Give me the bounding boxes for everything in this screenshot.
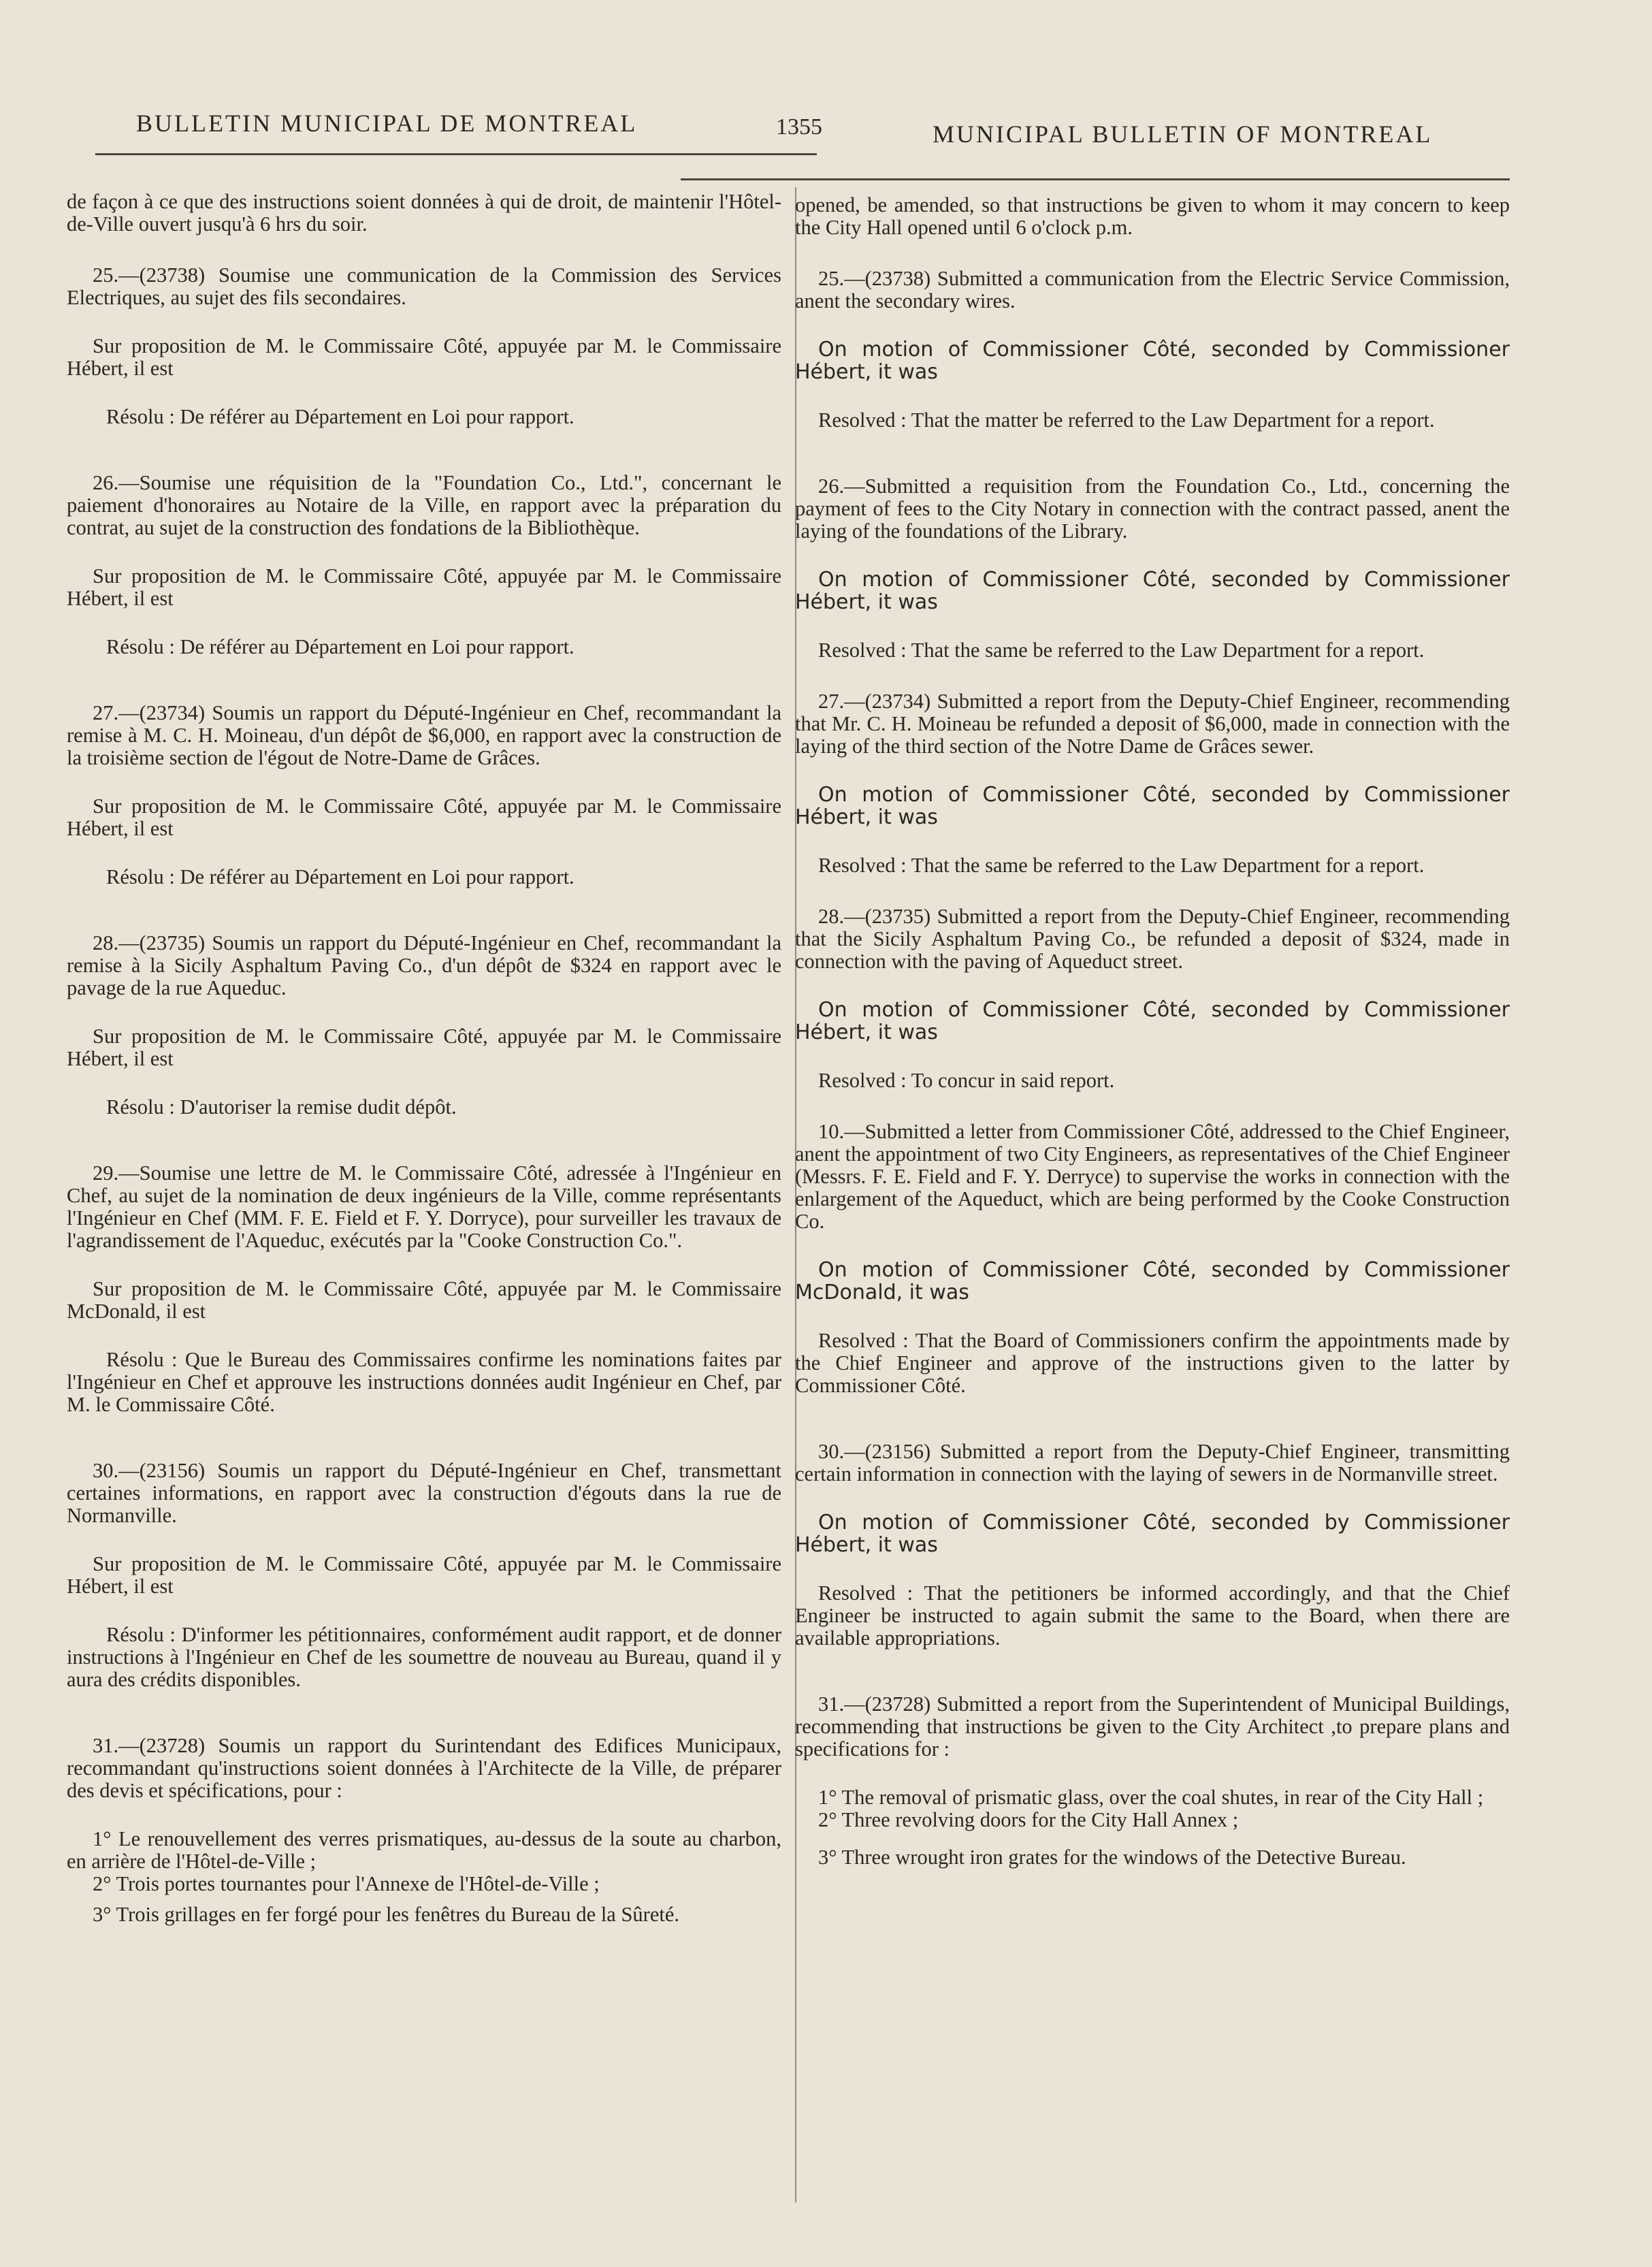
header-rule-right (681, 178, 1510, 180)
agenda-item: 31.—(23728) Submitted a report from the Superintendent of Municipal Buildings, recommending that instructions be given to the City Architect ,to prepare plans and specifications for : (795, 1692, 1510, 1760)
motion-paragraph: Sur proposition de M. le Commissaire Côté, appuyée par M. le Commissaire Hébert, il est (67, 564, 781, 610)
motion-paragraph: On motion of Commissioner Côté, seconded by Commissioner Hébert, it was (795, 783, 1510, 829)
resolution-paragraph: Résolu : Que le Bureau des Commissaires confirme les nominations faites par l'Ingénieur en Chef et approuve les instructions données audit Ingénieur en Chef, par M. le Commissaire Côté. (67, 1348, 781, 1416)
resolution-paragraph: Résolu : De référer au Département en Loi pour rapport. (106, 635, 574, 658)
motion-paragraph: On motion of Commissioner Côté, seconded by Commissioner Hébert, it was (795, 568, 1510, 614)
resolution-paragraph: Résolu : D'autoriser la remise dudit dépôt. (106, 1095, 457, 1119)
resolution-paragraph: Résolu : De référer au Département en Loi pour rapport. (106, 865, 574, 888)
paragraph: de façon à ce que des instructions soient données à qui de droit, de maintenir l'Hôtel-de-Ville ouvert jusqu'à 6 hrs du soir. (67, 190, 781, 236)
agenda-item: 28.—(23735) Soumis un rapport du Député-Ingénieur en Chef, recommandant la remise à la Sicily Asphaltum Paving Co., d'un dépôt de $324 en rapport avec le pavage de la rue Aqueduc. (67, 931, 781, 999)
page-number: 1355 (776, 114, 822, 140)
agenda-item: 28.—(23735) Submitted a report from the Deputy-Chief Engineer, recommending that the Sicily Asphaltum Paving Co., be refunded a deposit of $324, made in connection with the paving of Aqueduct street. (795, 905, 1510, 973)
list-item: 3° Three wrought iron grates for the windows of the Detective Bureau. (818, 1846, 1406, 1869)
agenda-item: 29.—Soumise une lettre de M. le Commissaire Côté, adressée à l'Ingénieur en Chef, au sujet de la nomination de deux ingénieurs de la Ville, comme représentants l'Ingénieur en Chef (MM. F. E. Field et F. Y. Dorryce), pour surveiller les travaux de l'agrandissement de l'Aqueduc, exécutés par la "Cooke Construction Co.". (67, 1161, 781, 1252)
agenda-item: 30.—(23156) Submitted a report from the Deputy-Chief Engineer, transmitting certain information in connection with the laying of sewers in de Normanville street. (795, 1440, 1510, 1485)
motion-paragraph: On motion of Commissioner Côté, seconded by Commissioner Hébert, it was (795, 1511, 1510, 1557)
resolution-paragraph: Resolved : That the Board of Commissioners confirm the appointments made by the Chief Engineer and approve of the instructions given to the latter by Commissioner Côté. (795, 1329, 1510, 1397)
motion-paragraph: Sur proposition de M. le Commissaire Côté, appuyée par M. le Commissaire Hébert, il est (67, 794, 781, 840)
list-item: 2° Trois portes tournantes pour l'Annexe de l'Hôtel-de-Ville ; (93, 1872, 600, 1895)
motion-paragraph: On motion of Commissioner Côté, seconded by Commissioner McDonald, it was (795, 1258, 1510, 1304)
agenda-item: 25.—(23738) Soumise une communication de la Commission des Services Electriques, au sujet des fils secondaires. (67, 263, 781, 309)
paragraph: opened, be amended, so that instructions be given to whom it may concern to keep the City Hall opened until 6 o'clock p.m. (795, 193, 1510, 239)
agenda-item: 27.—(23734) Submitted a report from the Deputy-Chief Engineer, recommending that Mr. C. H. Moineau be refunded a deposit of $6,000, made in connection with the laying of the third section of the Notre Dame de Grâces sewer. (795, 690, 1510, 758)
agenda-item: 27.—(23734) Soumis un rapport du Député-Ingénieur en Chef, recommandant la remise à M. C. H. Moineau, d'un dépôt de $6,000, en rapport avec la construction de la troisième section de l'égout de Notre-Dame de Grâces. (67, 701, 781, 769)
motion-paragraph: Sur proposition de M. le Commissaire Côté, appuyée par M. le Commissaire Hébert, il est (67, 334, 781, 380)
list-item: 1° The removal of prismatic glass, over the coal shutes, in rear of the City Hall ; (818, 1786, 1484, 1809)
resolution-paragraph: Resolved : That the same be referred to the Law Department for a report. (818, 639, 1425, 662)
motion-paragraph: On motion of Commissioner Côté, seconded by Commissioner Hébert, it was (795, 998, 1510, 1044)
agenda-item: 26.—Submitted a requisition from the Foundation Co., Ltd., concerning the payment of fees to the City Notary in connection with the contract passed, anent the laying of the foundations of the Library. (795, 475, 1510, 543)
page-header (102, 102, 1523, 150)
resolution-paragraph: Resolved : To concur in said report. (818, 1069, 1115, 1092)
list-item: 1° Le renouvellement des verres prismatiques, au-dessus de la soute au charbon, en arrière de l'Hôtel-de-Ville ; (67, 1827, 781, 1873)
header-french-title: BULLETIN MUNICIPAL DE MONTREAL (136, 110, 638, 137)
motion-paragraph: Sur proposition de M. le Commissaire Côté, appuyée par M. le Commissaire McDonald, il est (67, 1277, 781, 1323)
agenda-item: 25.—(23738) Submitted a communication from the Electric Service Commission, anent the secondary wires. (795, 267, 1510, 312)
resolution-paragraph: Résolu : De référer au Département en Loi pour rapport. (106, 405, 574, 428)
resolution-paragraph: Resolved : That the same be referred to the Law Department for a report. (818, 854, 1425, 877)
header-english-title: MUNICIPAL BULLETIN OF MONTREAL (933, 120, 1433, 148)
agenda-item: 31.—(23728) Soumis un rapport du Surintendant des Edifices Municipaux, recommandant qu'instructions soient données à l'Architecte de la Ville, de préparer des devis et spécifications, pour : (67, 1734, 781, 1802)
list-item: 3° Trois grillages en fer forgé pour les fenêtres du Bureau de la Sûreté. (93, 1903, 680, 1926)
resolution-paragraph: Resolved : That the matter be referred to the Law Department for a report. (818, 408, 1435, 432)
english-column (795, 194, 1510, 1869)
french-column (67, 191, 781, 1926)
resolution-paragraph: Résolu : D'informer les pétitionnaires, conformément audit rapport, et de donner instructions à l'Ingénieur en Chef de les soumettre de nouveau au Bureau, quand il y aura des crédits disponibles. (67, 1623, 781, 1691)
agenda-item: 10.—Submitted a letter from Commissioner Côté, addressed to the Chief Engineer, anent the appointment of two City Engineers, as representatives of the Chief Engineer (Messrs. F. E. Field and F. Y. Derryce) to supervise the works in connection with the enlargement of the Aqueduct, which are being performed by the Cooke Construction Co. (795, 1120, 1510, 1233)
list-item: 2° Three revolving doors for the City Hall Annex ; (818, 1808, 1239, 1831)
motion-paragraph: Sur proposition de M. le Commissaire Côté, appuyée par M. le Commissaire Hébert, il est (67, 1025, 781, 1070)
motion-paragraph: On motion of Commissioner Côté, seconded by Commissioner Hébert, it was (795, 338, 1510, 384)
resolution-paragraph: Resolved : That the petitioners be informed accordingly, and that the Chief Engineer be instructed to again submit the same to the Board, when there are available appropriations. (795, 1581, 1510, 1650)
agenda-item: 30.—(23156) Soumis un rapport du Député-Ingénieur en Chef, transmettant certaines informations, en rapport avec la construction d'égouts dans la rue de Normanville. (67, 1459, 781, 1527)
motion-paragraph: Sur proposition de M. le Commissaire Côté, appuyée par M. le Commissaire Hébert, il est (67, 1552, 781, 1598)
header-rule-left (95, 153, 817, 155)
agenda-item: 26.—Soumise une réquisition de la "Foundation Co., Ltd.", concernant le paiement d'honoraires au Notaire de la Ville, en rapport avec la préparation du contrat, au sujet de la construction des fondations de la Bibliothèque. (67, 471, 781, 539)
